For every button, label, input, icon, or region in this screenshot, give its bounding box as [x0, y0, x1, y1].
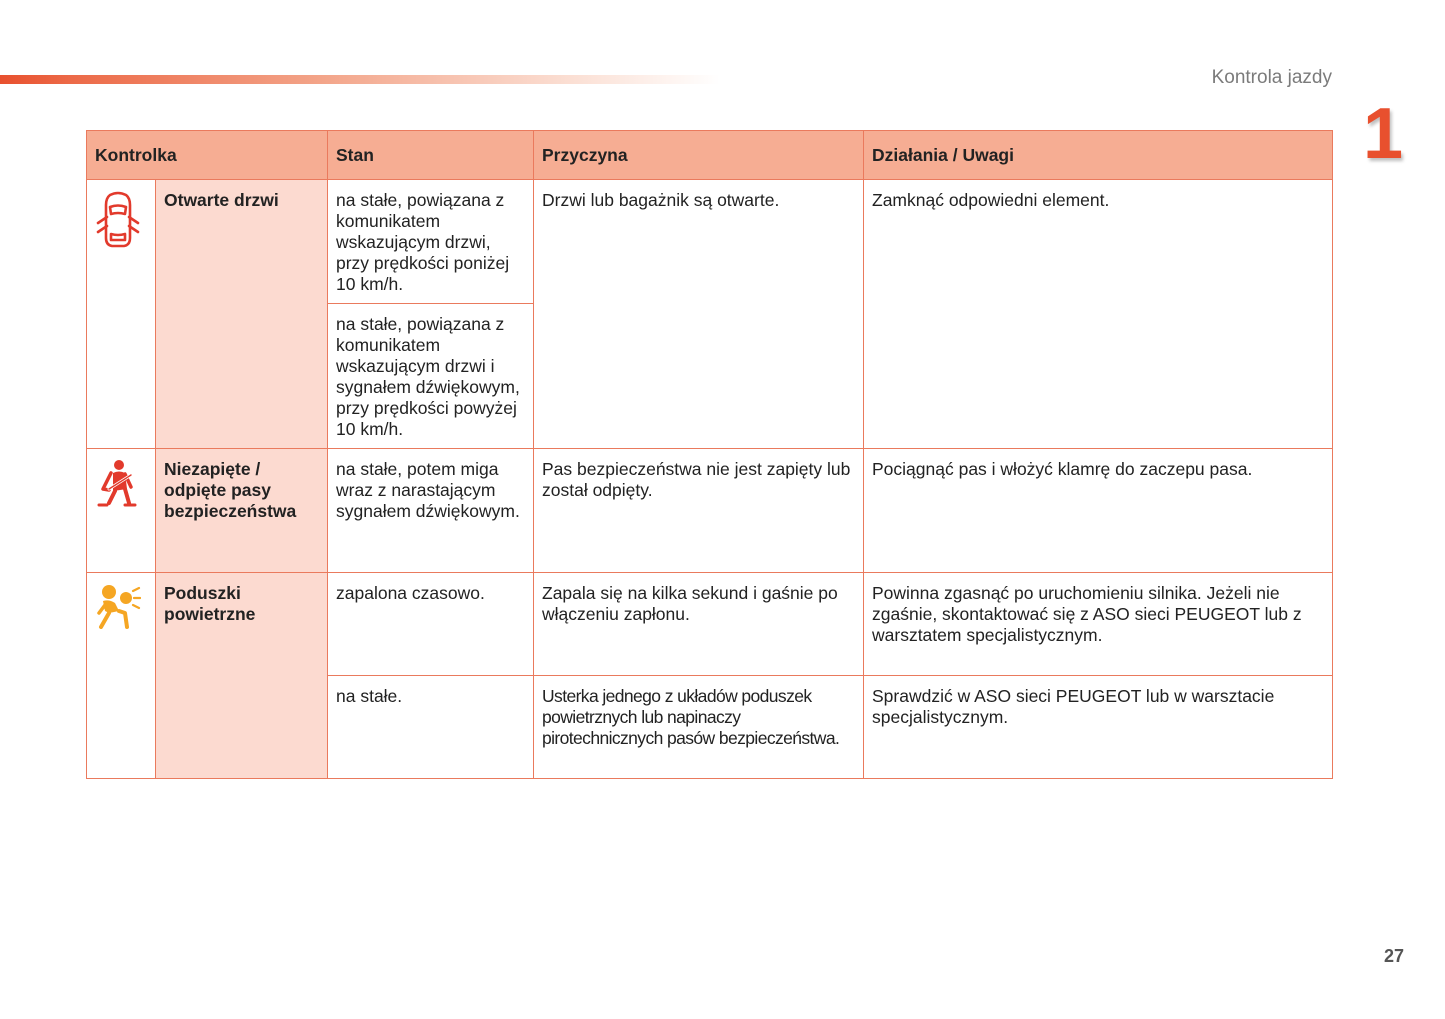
chapter-number: 1 [1363, 94, 1404, 174]
page-number: 27 [1383, 946, 1404, 966]
section-title: Kontrola jazdy [1211, 67, 1332, 88]
warning-name-open-doors: Otwarte drzwi [156, 180, 328, 449]
state-cell: zapalona czasowo. [328, 573, 534, 676]
table-header-row [87, 131, 1333, 180]
column-header-przyczyna: Przyczyna [534, 131, 864, 180]
state-cell: na stałe. [328, 676, 534, 779]
column-header-dzialania: Działania / Uwagi [864, 131, 1333, 180]
table-row [87, 573, 1333, 676]
cause-cell: Zapala się na kilka sekund i gaśnie po włączeniu zapłonu. [534, 573, 864, 676]
icon-cell [87, 573, 156, 779]
column-header-stan: Stan [328, 131, 534, 180]
column-header-kontrolka: Kontrolka [87, 131, 328, 180]
cause-cell: Pas bezpieczeństwa nie jest zapięty lub został odpięty. [534, 449, 864, 573]
cause-cell: Drzwi lub bagażnik są otwarte. [534, 180, 864, 449]
seatbelt-icon [95, 459, 147, 509]
action-cell: Sprawdzić w ASO sieci PEUGEOT lub w warsztacie specjalistycznym. [864, 676, 1333, 779]
action-cell: Zamknąć odpowiedni element. [864, 180, 1333, 449]
warning-lights-table [86, 130, 1333, 779]
door-open-icon [95, 190, 147, 250]
state-cell: na stałe, potem miga wraz z narastającym sygnałem dźwiękowym. [328, 449, 534, 573]
table-row [87, 180, 1333, 304]
icon-cell [87, 180, 156, 449]
warning-name-seatbelts: Niezapięte / odpięte pasy bezpieczeństwa [156, 449, 328, 573]
state-cell: na stałe, powiązana z komunikatem wskazującym drzwi i sygnałem dźwiękowym, przy prędkości powyżej 10 km/h. [328, 304, 534, 449]
table-row [87, 449, 1333, 573]
cause-cell: Usterka jednego z układów poduszek powietrznych lub napinaczy pirotechnicznych pasów bezpieczeństwa. [534, 676, 864, 779]
warning-name-airbags: Poduszki powietrzne [156, 573, 328, 779]
header-accent-bar [0, 75, 720, 84]
airbag-icon [95, 583, 147, 629]
action-cell: Powinna zgasnąć po uruchomieniu silnika. Jeżeli nie zgaśnie, skontaktować się z ASO sieci PEUGEOT lub z warsztatem specjalistycznym. [864, 573, 1333, 676]
state-cell: na stałe, powiązana z komunikatem wskazującym drzwi, przy prędkości poniżej 10 km/h. [328, 180, 534, 304]
icon-cell [87, 449, 156, 573]
action-cell: Pociągnąć pas i włożyć klamrę do zaczepu pasa. [864, 449, 1333, 573]
